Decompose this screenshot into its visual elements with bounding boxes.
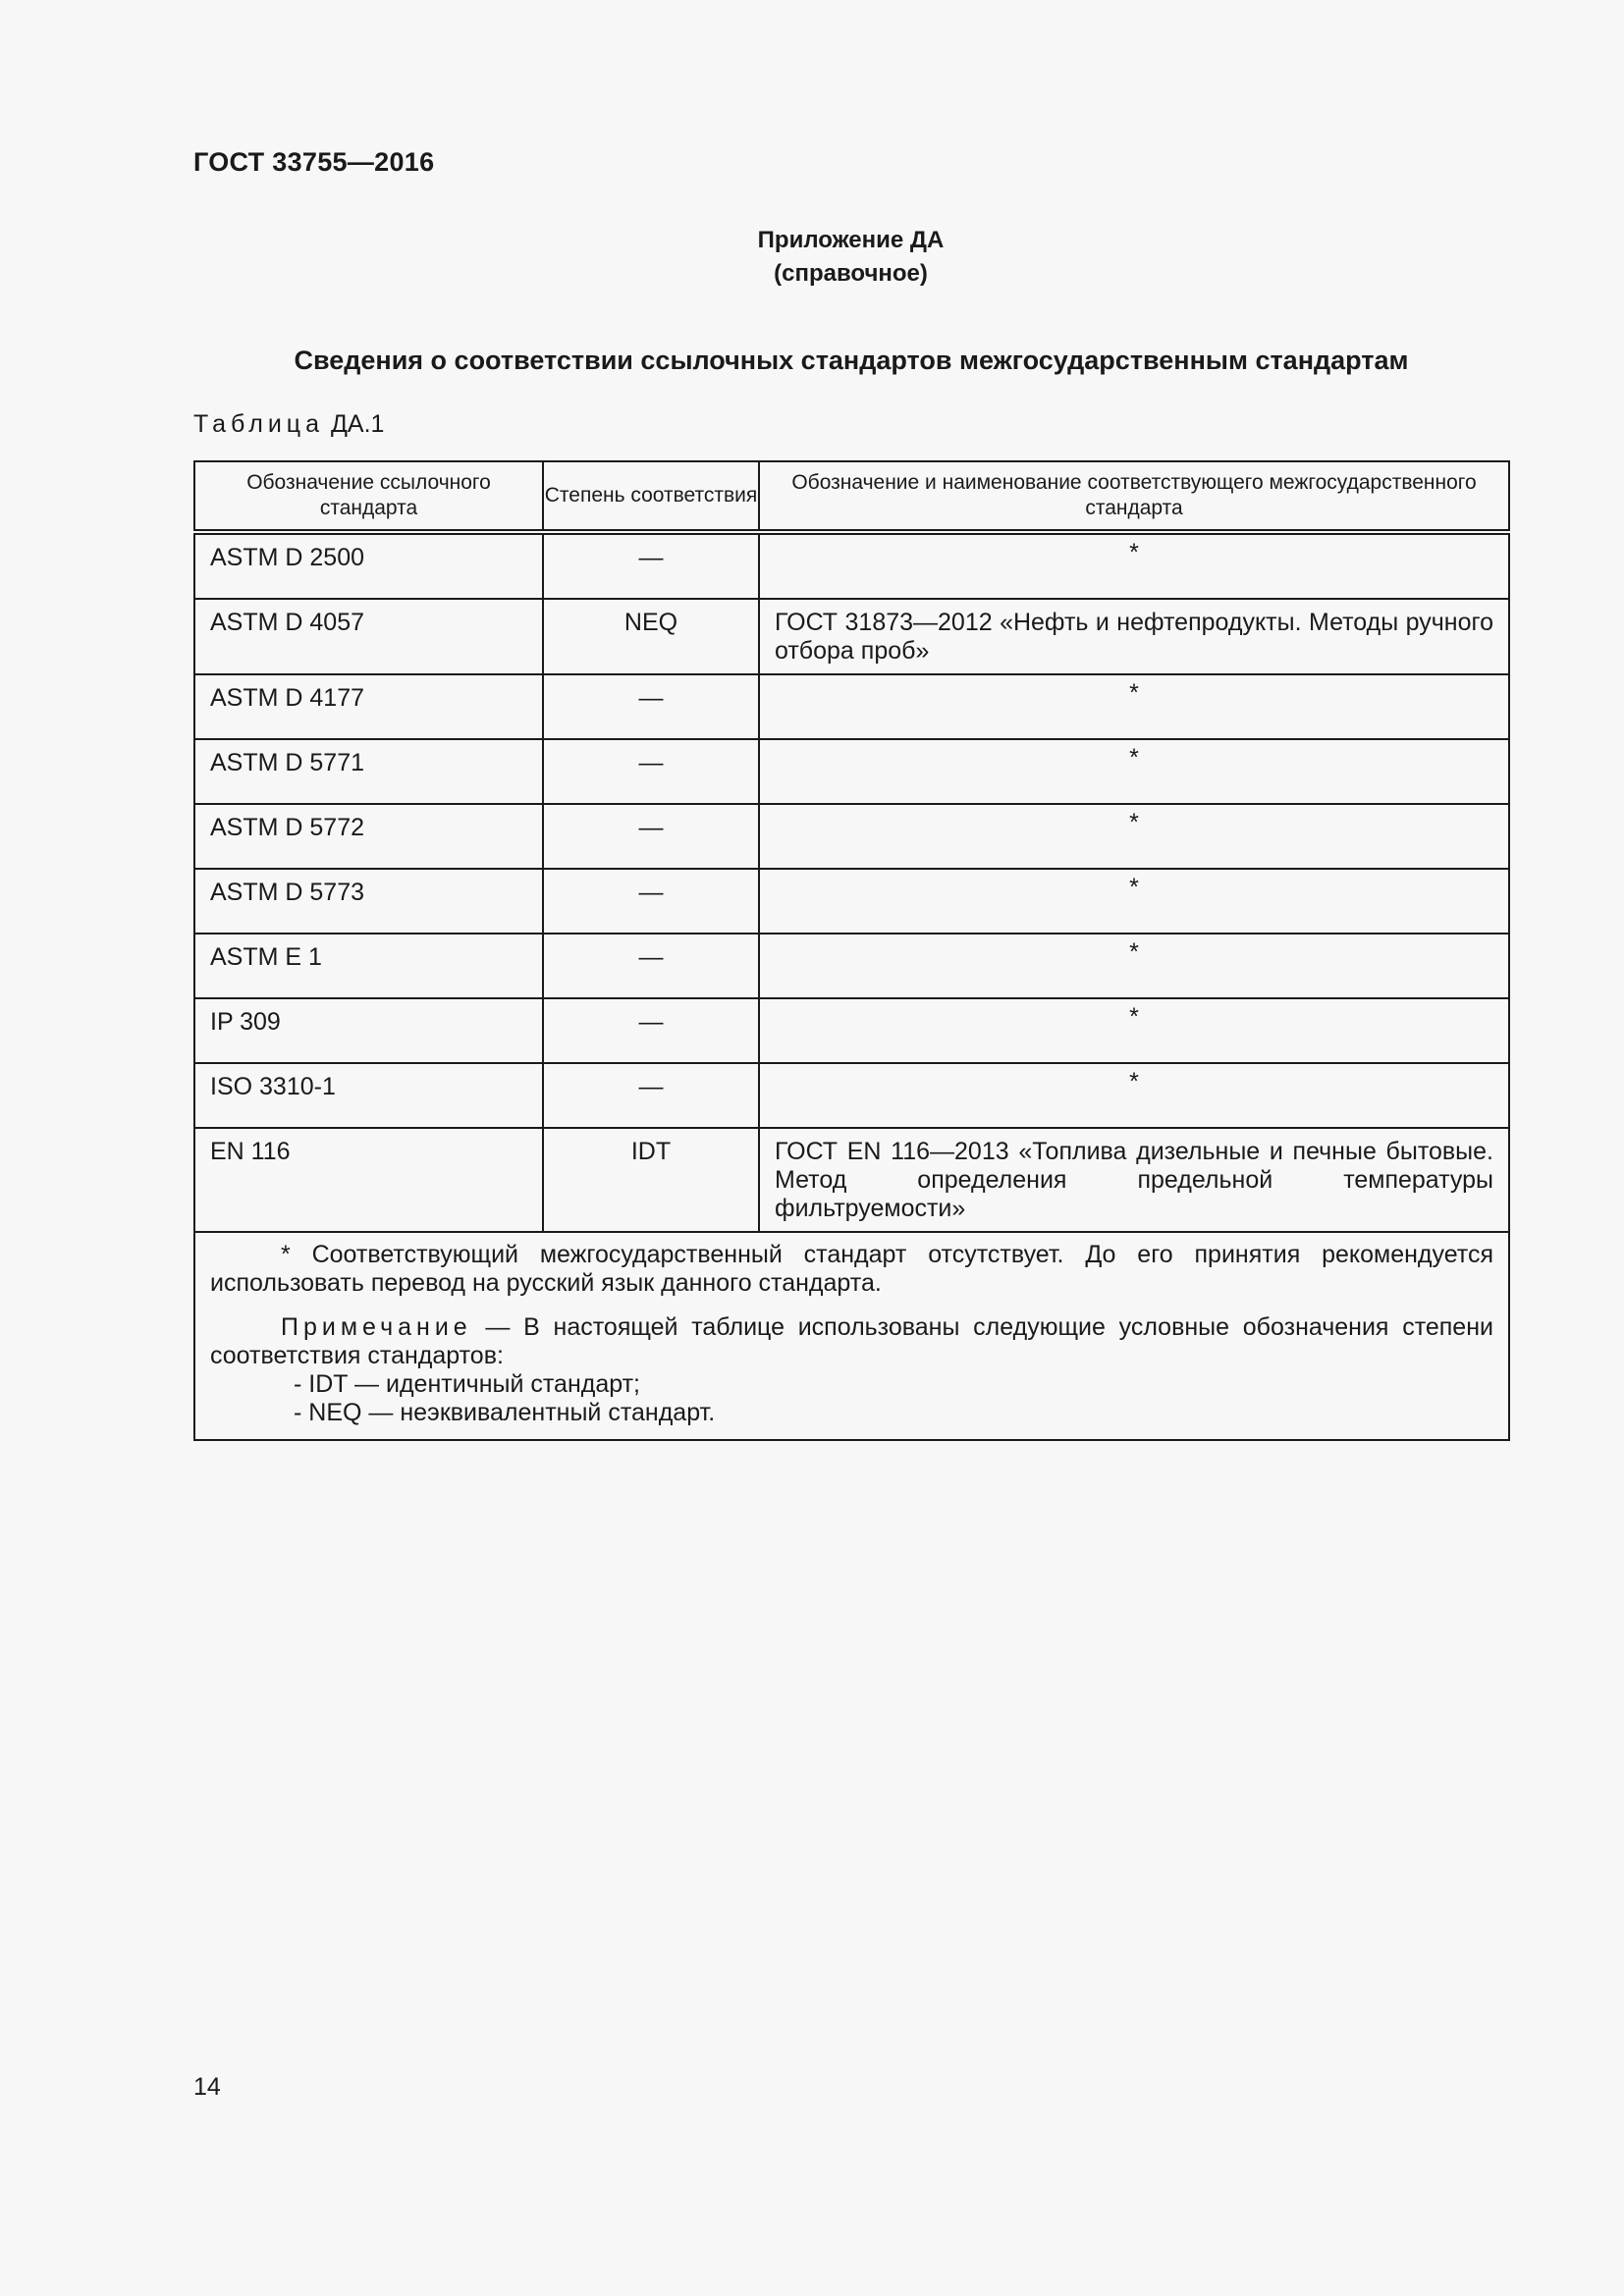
note-list [210,1370,1493,1427]
cell-corresponding: * [759,869,1509,934]
note-label: Примечание [281,1313,472,1341]
header-corresponding-standard: Обозначение и наименование соответствующего межгосударственного стандарта [759,461,1509,532]
cell-corresponding: * [759,804,1509,869]
cell-reference: ASTM D 2500 [194,532,543,599]
cell-corresponding: * [759,674,1509,739]
table-row [194,599,1509,674]
section-title: Сведения о соответствии ссылочных стандартов межгосударственным стандартам [294,346,1409,375]
cell-reference: EN 116 [194,1128,543,1232]
footnote-text: * Соответствующий межгосударственный стандарт отсутствует. До его принятия рекомендуется использовать перевод на русский язык данного стандарта. [210,1241,1493,1297]
note-list-item: - IDT — идентичный стандарт; [294,1370,1493,1399]
cell-degree: — [543,739,759,804]
cell-degree: — [543,532,759,599]
cell-degree: — [543,674,759,739]
table-row [194,804,1509,869]
cell-corresponding: ГОСТ EN 116—2013 «Топлива дизельные и печные бытовые. Метод определения предельной температуры фильтруемости» [759,1128,1509,1232]
correspondence-table [193,460,1510,1441]
cell-reference: ISO 3310-1 [194,1063,543,1128]
table-footnote-row [194,1232,1509,1440]
table-row [194,1128,1509,1232]
cell-degree: IDT [543,1128,759,1232]
header-degree: Степень соответствия [543,461,759,532]
cell-degree: — [543,998,759,1063]
document-code: ГОСТ 33755—2016 [193,147,435,177]
note-list-item: - NEQ — неэквивалентный стандарт. [294,1399,1493,1427]
note-text: — В настоящей таблице использованы следующие условные обозначения степени соответствия стандартов: [210,1313,1493,1369]
cell-degree: — [543,934,759,998]
table-header-row [194,461,1509,532]
cell-corresponding: * [759,1063,1509,1128]
cell-corresponding: ГОСТ 31873—2012 «Нефть и нефтепродукты. Методы ручного отбора проб» [759,599,1509,674]
cell-reference: ASTM E 1 [194,934,543,998]
cell-reference: ASTM D 4177 [194,674,543,739]
note-paragraph [210,1313,1493,1370]
table-row [194,1063,1509,1128]
table-label [193,410,384,439]
cell-reference: ASTM D 5773 [194,869,543,934]
annex-title: Приложение ДА [757,227,945,253]
table-label-number: ДА.1 [330,410,385,438]
cell-reference: ASTM D 5772 [194,804,543,869]
cell-degree: — [543,1063,759,1128]
table-row [194,869,1509,934]
table-row [194,998,1509,1063]
cell-corresponding: * [759,934,1509,998]
cell-corresponding: * [759,998,1509,1063]
cell-degree: — [543,869,759,934]
cell-reference: ASTM D 5771 [194,739,543,804]
annex-heading [0,224,1624,291]
cell-corresponding: * [759,532,1509,599]
cell-reference: IP 309 [194,998,543,1063]
cell-degree: — [543,804,759,869]
table-row [194,739,1509,804]
table-row [194,674,1509,739]
cell-degree: NEQ [543,599,759,674]
header-reference-standard: Обозначение ссылочного стандарта [194,461,543,532]
table-row [194,934,1509,998]
footnote-cell [194,1232,1509,1440]
page-number: 14 [193,2073,221,2101]
cell-corresponding: * [759,739,1509,804]
annex-subtitle: (справочное) [774,260,928,287]
cell-reference: ASTM D 4057 [194,599,543,674]
table-row [194,532,1509,599]
table-label-prefix: Таблица [193,410,325,438]
